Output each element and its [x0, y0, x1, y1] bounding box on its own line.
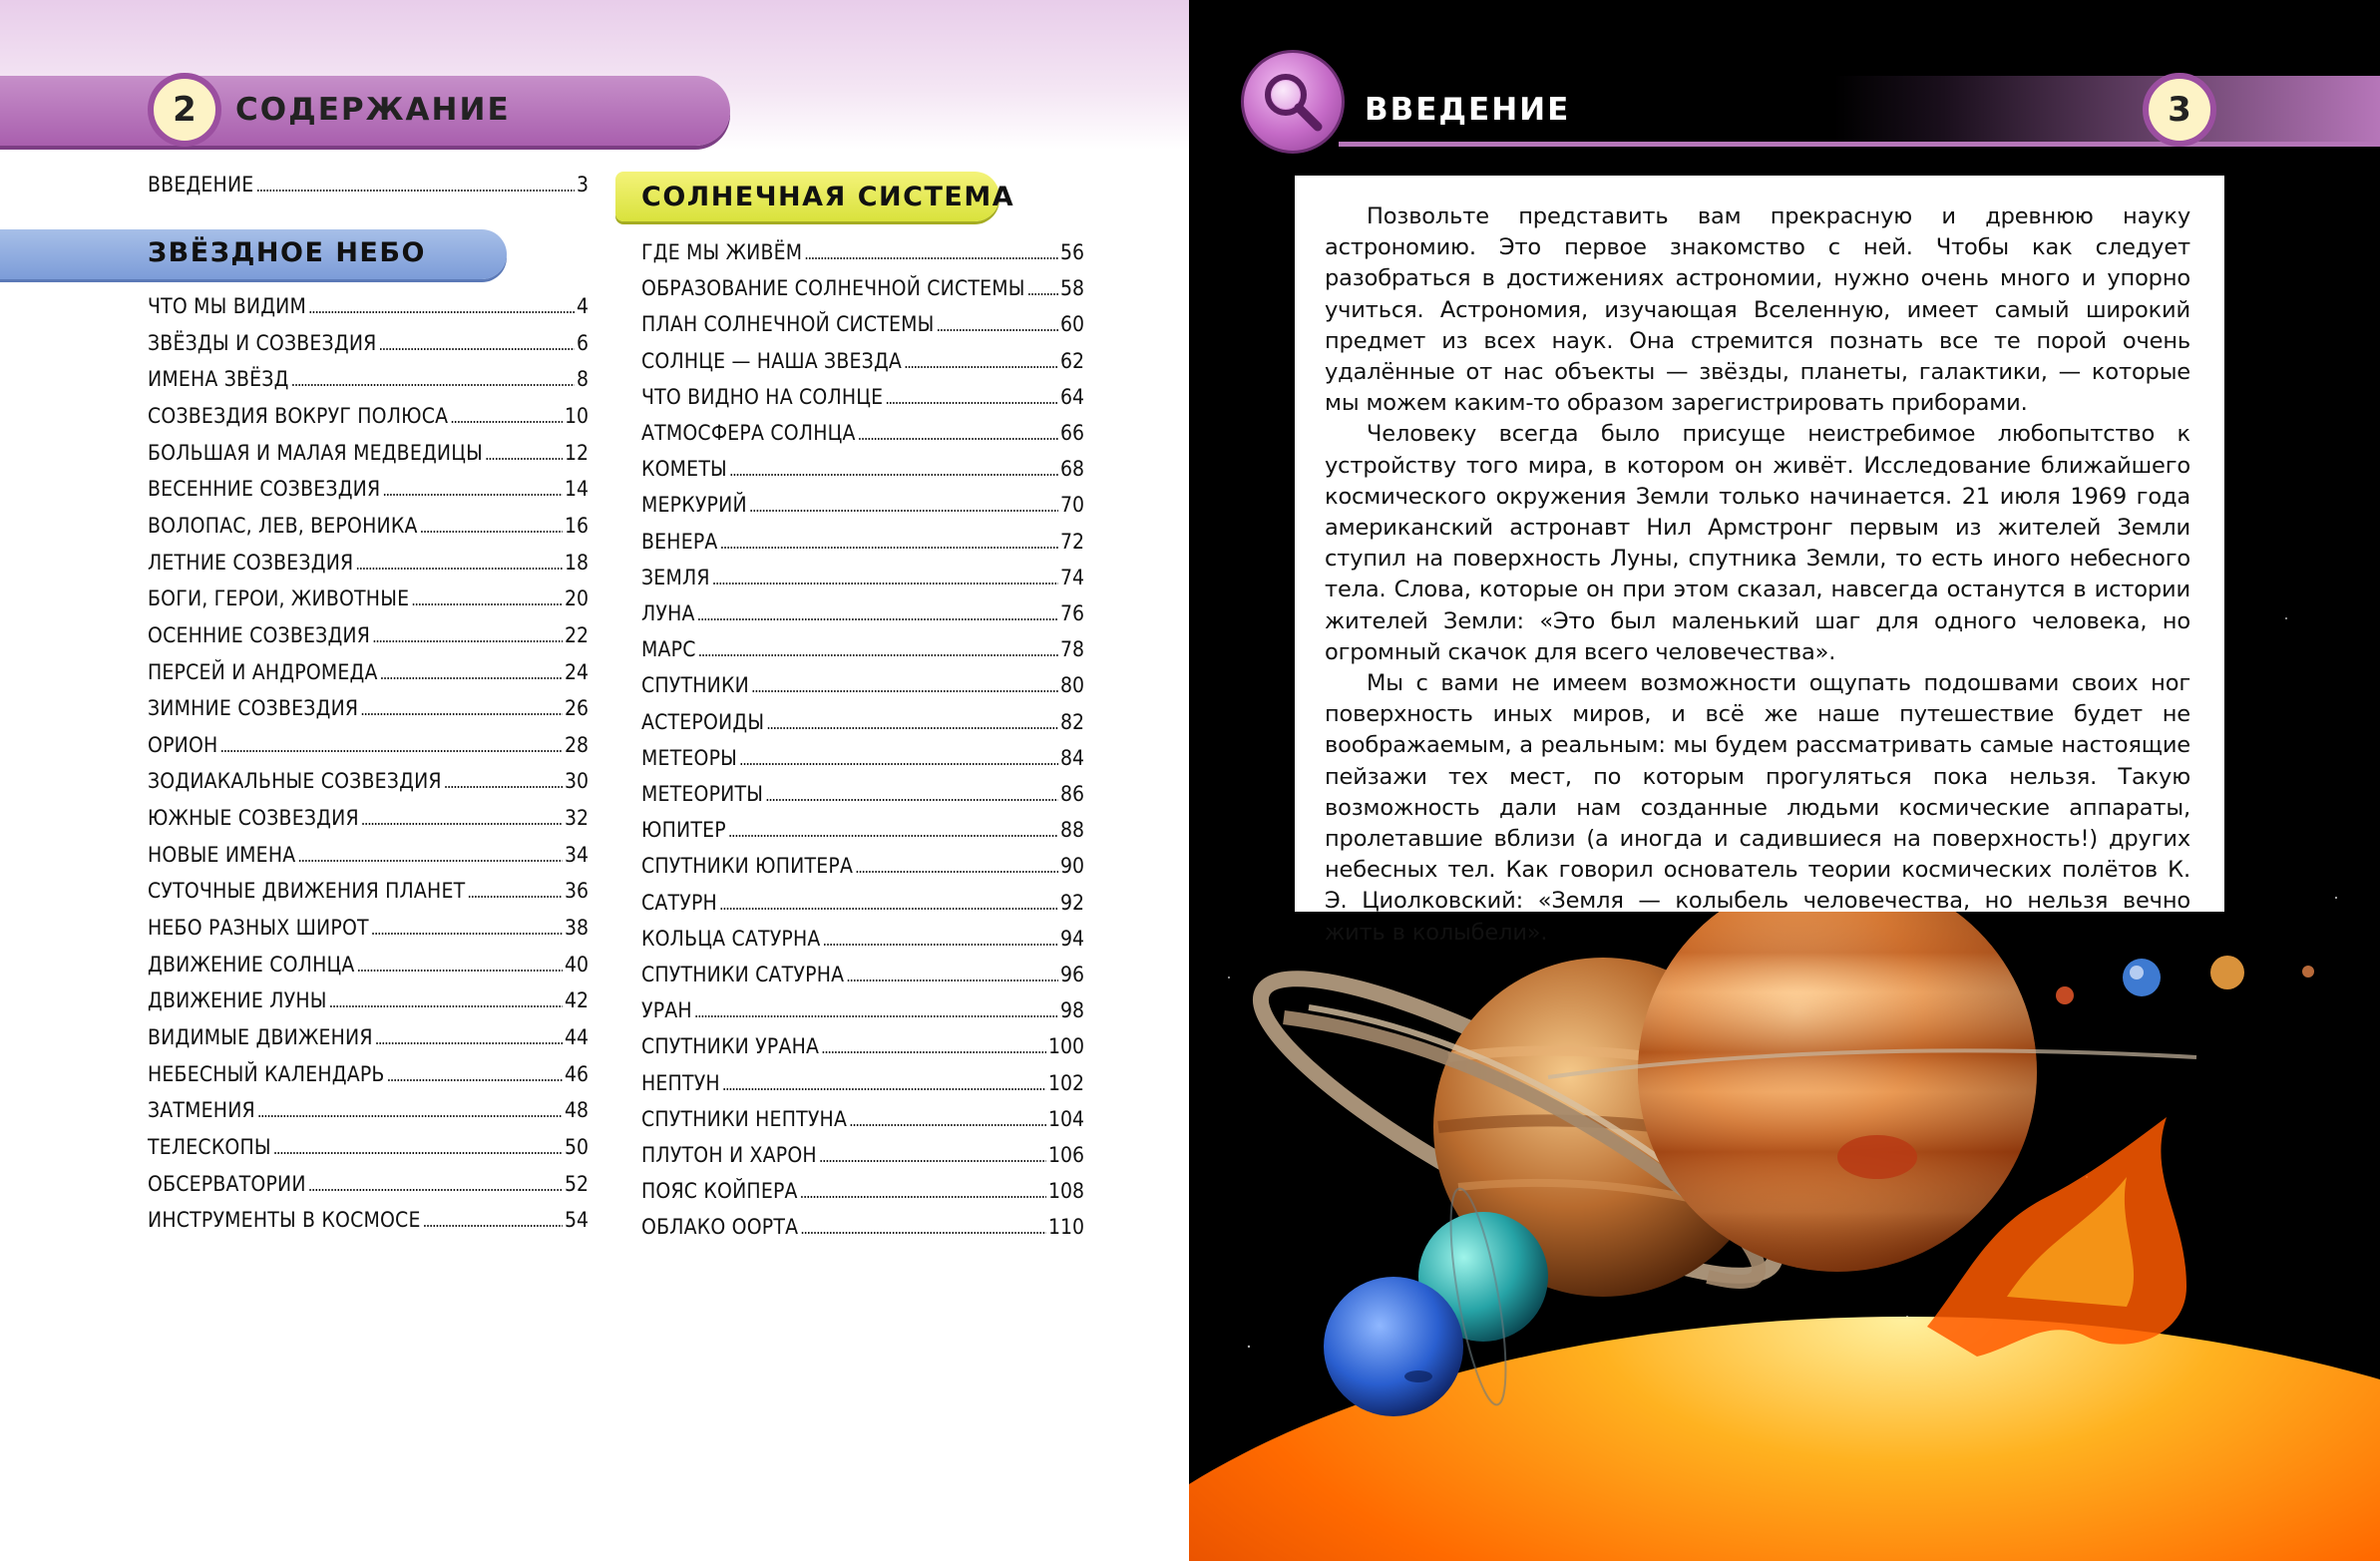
toc-leader-dots — [423, 1205, 563, 1237]
toc-item-label: ПЛУТОН И ХАРОН — [641, 1143, 817, 1167]
toc-item[interactable] — [641, 1031, 1084, 1061]
toc-leader-dots — [728, 815, 1058, 847]
toc-item-page: 6 — [576, 330, 589, 355]
toc-leader-dots — [819, 1140, 1046, 1172]
intro-paragraph-2: Человеку всегда было присуще неистребимое любопытство к устройству того мира, в котором он живёт. Исследование ближайшего космического окружения Земли только начинается. 21 июля 1969 года американский астронавт Нил Армстронг первым из жителей Земли ступил на поверхность Луны, спутника Земли, то есть иного небесного тела. Слова, которые он при этом сказал, навсегда останутся в истории жителей Земли: «Это был маленький шаг для одного человека, но огромный скачок для всего человечества». — [1325, 421, 2190, 665]
toc-item-page: 66 — [1059, 421, 1084, 445]
toc-leader-dots — [378, 328, 574, 360]
magnifier-icon — [1258, 67, 1328, 137]
toc-leader-dots — [308, 291, 575, 323]
toc-item[interactable] — [148, 291, 589, 321]
intro-paragraph-1: Позвольте представить вам прекрасную и древнюю науку астрономию. Это первое знакомство с ней. Чтобы как следует разобраться в достижениях астрономии, нужно очень много и упорно учиться. Астрономия, изучающая Вселенную, имеет самый широкий предмет из всех наук. Она стремится познать все те порой очень удалённые от нас объекты — звёзды, планеты, галактики, — которые мы можем каким-то образом зарегистрировать приборами. — [1325, 203, 2190, 417]
toc-item-page: 52 — [564, 1171, 589, 1196]
left-page — [0, 0, 1189, 1561]
toc-item-page: 58 — [1059, 276, 1084, 301]
toc-item[interactable] — [148, 840, 589, 870]
toc-item-page: 76 — [1059, 601, 1084, 625]
toc-item[interactable] — [641, 1140, 1084, 1170]
toc-item-label: НЕБЕСНЫЙ КАЛЕНДАРЬ — [148, 1061, 385, 1086]
toc-item-page: 104 — [1047, 1106, 1084, 1131]
toc-item[interactable] — [148, 401, 589, 431]
toc-item[interactable] — [641, 1176, 1084, 1206]
toc-item-label: ЗАТМЕНИЯ — [148, 1098, 255, 1123]
toc-item-page: 50 — [564, 1134, 589, 1159]
toc-leader-dots — [765, 779, 1058, 811]
toc-item-label: СОЛНЦЕ — НАША ЗВЕЗДА — [641, 348, 903, 373]
toc-item[interactable] — [641, 346, 1084, 376]
toc-item-label: ЗОДИАКАЛЬНЫЕ СОЗВЕЗДИЯ — [148, 769, 442, 794]
toc-item[interactable] — [641, 924, 1084, 954]
toc-item-page: 90 — [1059, 854, 1084, 879]
toc-item-label: МЕТЕОРЫ — [641, 745, 738, 770]
toc-item-label: ПЕРСЕЙ И АНДРОМЕДА — [148, 659, 378, 684]
toc-leader-dots — [729, 454, 1058, 486]
toc-item[interactable] — [641, 563, 1084, 592]
toc-leader-dots — [846, 960, 1058, 991]
toc-item[interactable] — [148, 620, 589, 650]
toc-item-label: МАРС — [641, 637, 696, 662]
toc-item-page: 82 — [1059, 709, 1084, 734]
toc-item-label: ВОЛОПАС, ЛЕВ, ВЕРОНИКА — [148, 513, 418, 538]
toc-leader-dots — [1027, 273, 1058, 305]
toc-item-page: 102 — [1047, 1070, 1084, 1095]
toc-leader-dots — [800, 1176, 1046, 1208]
toc-item[interactable] — [641, 598, 1084, 628]
venus — [2210, 956, 2244, 989]
toc-item-label: ЧТО ВИДНО НА СОЛНЦЕ — [641, 384, 884, 409]
toc-leader-dots — [444, 766, 563, 798]
toc-leader-dots — [719, 888, 1058, 920]
toc-item[interactable] — [148, 876, 589, 906]
great-red-spot — [1837, 1135, 1917, 1179]
toc-leader-dots — [273, 1132, 563, 1164]
toc-item-page: 42 — [564, 988, 589, 1013]
toc-item-label: ЛУНА — [641, 601, 695, 625]
toc-item-page: 86 — [1059, 782, 1084, 806]
toc-item-page: 56 — [1059, 240, 1084, 264]
toc-item[interactable] — [641, 382, 1084, 412]
toc-item-page: 22 — [564, 622, 589, 647]
toc-item-label: ОБСЕРВАТОРИИ — [148, 1171, 306, 1196]
toc-item-page: 64 — [1059, 384, 1084, 409]
toc-item[interactable] — [148, 1169, 589, 1199]
toc-item-label: БОЛЬШАЯ И МАЛАЯ МЕДВЕДИЦЫ — [148, 440, 484, 465]
toc-item-page: 80 — [1059, 673, 1084, 698]
toc-item-page: 110 — [1047, 1215, 1084, 1240]
toc-leader-dots — [308, 1169, 563, 1201]
toc-item[interactable] — [148, 730, 589, 760]
toc-leader-dots — [255, 170, 575, 201]
mars — [2056, 986, 2074, 1004]
toc-leader-dots — [800, 1212, 1046, 1244]
toc-leader-dots — [257, 1095, 563, 1127]
toc-item-page: 54 — [564, 1208, 589, 1233]
toc-item-page: 26 — [564, 696, 589, 721]
toc-item-label: ЗЕМЛЯ — [641, 565, 710, 589]
toc-item-label: ВВЕДЕНИЕ — [148, 173, 254, 196]
toc-item[interactable] — [148, 474, 589, 504]
toc-item-label: ЛЕТНИЕ СОЗВЕЗДИЯ — [148, 550, 354, 575]
toc-item[interactable] — [148, 364, 589, 394]
toc-item-page: 3 — [576, 173, 589, 196]
toc-leader-dots — [420, 511, 563, 543]
toc-item-label: ПОЯС КОЙПЕРА — [641, 1179, 798, 1204]
toc-item[interactable] — [148, 693, 589, 723]
toc-leader-dots — [361, 803, 563, 835]
toc-leader-dots — [849, 1104, 1046, 1136]
toc-item-page: 62 — [1059, 348, 1084, 373]
toc-item[interactable] — [641, 779, 1084, 809]
toc-item[interactable] — [148, 1095, 589, 1125]
toc-item[interactable] — [641, 960, 1084, 989]
toc-item-page: 34 — [564, 842, 589, 867]
toc-item-page: 68 — [1059, 457, 1084, 482]
toc-item-label: СПУТНИКИ УРАНА — [641, 1034, 820, 1059]
toc-item-label: ЮЖНЫЕ СОЗВЕЗДИЯ — [148, 806, 359, 831]
toc-item[interactable] — [641, 707, 1084, 737]
toc-leader-dots — [382, 474, 563, 506]
toc-item-label: НЕБО РАЗНЫХ ШИРОТ — [148, 916, 369, 941]
toc-item-label: СПУТНИКИ — [641, 673, 749, 698]
section-title-solar: СОЛНЕЧНАЯ СИСТЕМА — [641, 182, 1015, 212]
toc-leader-dots — [380, 657, 563, 689]
toc-item[interactable] — [148, 985, 589, 1015]
toc-item-label: НЕПТУН — [641, 1070, 720, 1095]
toc-item[interactable] — [148, 803, 589, 833]
toc-leader-dots — [855, 851, 1058, 883]
toc-item[interactable] — [641, 273, 1084, 303]
toc-leader-dots — [739, 743, 1058, 775]
toc-leader-dots — [823, 924, 1058, 956]
toc-item[interactable] — [641, 743, 1084, 773]
toc-leader-dots — [698, 634, 1058, 666]
toc-item-label: СОЗВЕЗДИЯ ВОКРУГ ПОЛЮСА — [148, 403, 449, 428]
toc-leader-dots — [450, 401, 563, 433]
toc-item-page: 28 — [564, 732, 589, 757]
toc-item-label: ГДЕ МЫ ЖИВЁМ — [641, 240, 803, 264]
toc-leader-dots — [371, 913, 563, 945]
toc-item[interactable] — [641, 1212, 1084, 1242]
toc-item-page: 10 — [564, 403, 589, 428]
toc-item[interactable] — [641, 418, 1084, 448]
toc-item-page: 72 — [1059, 529, 1084, 554]
toc-item[interactable] — [148, 328, 589, 358]
intro-text-box — [1295, 176, 2224, 946]
toc-leader-dots — [372, 620, 563, 652]
toc-item-page: 16 — [564, 513, 589, 538]
toc-item-page: 96 — [1059, 963, 1084, 986]
toc-leader-dots — [329, 985, 563, 1017]
toc-item-label: ВЕСЕННИЕ СОЗВЕЗДИЯ — [148, 477, 381, 502]
intro-paragraph-3: Мы с вами не имеем возможности ощупать подошвами своих ног поверхность иных миров, и всё же наше путешествие будет не воображаемым, а реальным: мы будем рассматривать самые настоящие пейзажи тех мест, по которым прогуляться пока нельзя. Такую возможность дали нам созданные людьми космические аппараты, пролетавшие вблизи (а иногда и садившиеся на поверхность!) других небесных тел. Как говорил основатель теории космических полётов К. Э. Циолковский: «Земля — колыбель человечества, но нельзя вечно жить в колыбели». — [1325, 670, 2190, 946]
toc-item[interactable] — [641, 454, 1084, 484]
toc-item-label: БОГИ, ГЕРОИ, ЖИВОТНЫЕ — [148, 586, 410, 611]
toc-leader-dots — [697, 598, 1058, 630]
toc-leader-dots — [357, 950, 563, 981]
toc-item-page: 100 — [1047, 1034, 1084, 1059]
toc-item[interactable] — [148, 950, 589, 979]
toc-leader-dots — [694, 995, 1058, 1027]
toc-item[interactable] — [148, 1059, 589, 1089]
toc-leader-dots — [297, 840, 563, 872]
neptune — [1324, 1277, 1463, 1416]
intro-header-underline — [1339, 142, 2380, 147]
toc-leader-dots — [375, 1022, 563, 1054]
toc-item-page: 24 — [564, 659, 589, 684]
toc-leader-dots — [467, 876, 563, 908]
toc-item-label: МЕТЕОРИТЫ — [641, 782, 764, 806]
toc-item-label: ЮПИТЕР — [641, 818, 726, 843]
toc-item-label: КОМЕТЫ — [641, 457, 727, 482]
toc-leader-dots — [858, 418, 1058, 450]
toc-leader-dots — [720, 527, 1058, 559]
toc-leader-dots — [885, 382, 1058, 414]
toc-leader-dots — [360, 693, 563, 725]
contents-title: СОДЕРЖАНИЕ — [235, 92, 511, 128]
toc-item-page: 78 — [1059, 637, 1084, 662]
toc-item-page: 70 — [1059, 493, 1084, 518]
toc-item-label: ОБЛАКО ООРТА — [641, 1215, 799, 1240]
toc-item-label: СПУТНИКИ САТУРНА — [641, 963, 845, 986]
toc-item[interactable] — [148, 1022, 589, 1052]
toc-leader-dots — [751, 670, 1058, 702]
toc-item-label: САТУРН — [641, 890, 717, 915]
toc-item[interactable] — [641, 1104, 1084, 1134]
toc-item[interactable] — [148, 438, 589, 468]
toc-item[interactable] — [641, 490, 1084, 520]
toc-item-page: 106 — [1047, 1143, 1084, 1167]
toc-item-label: ДВИЖЕНИЕ ЛУНЫ — [148, 988, 327, 1013]
toc-leader-dots — [485, 438, 563, 470]
toc-item-label: СПУТНИКИ НЕПТУНА — [641, 1106, 848, 1131]
page-number-badge-right: 3 — [2143, 73, 2216, 147]
toc-item[interactable] — [148, 913, 589, 943]
intro-title: ВВЕДЕНИЕ — [1365, 92, 1571, 128]
toc-item-label: ОСЕННИЕ СОЗВЕЗДИЯ — [148, 622, 371, 647]
toc-item-label: ЗВЁЗДЫ И СОЗВЕЗДИЯ — [148, 330, 377, 355]
toc-item-page: 30 — [564, 769, 589, 794]
toc-item-page: 60 — [1059, 312, 1084, 337]
toc-item-label: ИНСТРУМЕНТЫ В КОСМОСЕ — [148, 1208, 421, 1233]
toc-leader-dots — [904, 346, 1058, 378]
toc-leader-dots — [219, 730, 562, 762]
toc-item-label: ВИДИМЫЕ ДВИЖЕНИЯ — [148, 1025, 373, 1049]
toc-item[interactable] — [641, 527, 1084, 557]
toc-leader-dots — [766, 707, 1058, 739]
toc-item-label: СУТОЧНЫЕ ДВИЖЕНИЯ ПЛАНЕТ — [148, 879, 466, 904]
toc-leader-dots — [722, 1068, 1046, 1100]
toc-item[interactable] — [148, 548, 589, 578]
toc-item-label: УРАН — [641, 998, 692, 1023]
toc-item-page: 18 — [564, 550, 589, 575]
toc-item[interactable] — [148, 766, 589, 796]
toc-item-label: МЕРКУРИЙ — [641, 493, 747, 518]
toc-leader-dots — [387, 1059, 563, 1091]
intro-header-badge — [1241, 50, 1345, 154]
toc-item-page: 44 — [564, 1025, 589, 1049]
toc-leader-dots — [291, 364, 575, 396]
toc-item-label: ПЛАН СОЛНЕЧНОЙ СИСТЕМЫ — [641, 312, 935, 337]
toc-item-page: 108 — [1047, 1179, 1084, 1204]
toc-item[interactable] — [148, 511, 589, 541]
toc-item-label: ТЕЛЕСКОПЫ — [148, 1134, 271, 1159]
toc-item-label: ОРИОН — [148, 732, 218, 757]
toc-item-label: АСТЕРОИДЫ — [641, 709, 765, 734]
toc-item-page: 84 — [1059, 745, 1084, 770]
toc-leader-dots — [411, 584, 563, 615]
toc-item-page: 40 — [564, 952, 589, 976]
toc-item-page: 32 — [564, 806, 589, 831]
toc-item-page: 74 — [1059, 565, 1084, 589]
toc-leader-dots — [712, 563, 1058, 594]
toc-leader-dots — [937, 309, 1058, 341]
toc-item-label: СПУТНИКИ ЮПИТЕРА — [641, 854, 854, 879]
toc-item-page: 4 — [576, 294, 589, 318]
toc-leader-dots — [821, 1031, 1046, 1063]
toc-item-page: 92 — [1059, 890, 1084, 915]
toc-item-label: ЧТО МЫ ВИДИМ — [148, 294, 307, 318]
toc-item[interactable] — [641, 237, 1084, 267]
toc-item-label: КОЛЬЦА САТУРНА — [641, 926, 821, 951]
page-number-badge-left: 2 — [148, 73, 221, 147]
toc-item[interactable] — [148, 584, 589, 613]
toc-item-page: 38 — [564, 916, 589, 941]
toc-item-page: 8 — [576, 367, 589, 392]
toc-item[interactable] — [148, 657, 589, 687]
toc-item-label: ИМЕНА ЗВЁЗД — [148, 367, 289, 392]
toc-item[interactable] — [641, 634, 1084, 664]
toc-item-page: 46 — [564, 1061, 589, 1086]
toc-item-page: 48 — [564, 1098, 589, 1123]
toc-item-page: 14 — [564, 477, 589, 502]
toc-item[interactable] — [641, 851, 1084, 881]
toc-item-page: 20 — [564, 586, 589, 611]
toc-item-label: ВЕНЕРА — [641, 529, 718, 554]
toc-item[interactable] — [641, 995, 1084, 1025]
toc-leader-dots — [355, 548, 563, 580]
toc-item[interactable] — [641, 1068, 1084, 1098]
toc-item-label: ЗИМНИЕ СОЗВЕЗДИЯ — [148, 696, 359, 721]
toc-item-label: НОВЫЕ ИМЕНА — [148, 842, 296, 867]
toc-item-page: 98 — [1059, 998, 1084, 1023]
toc-item-label: ДВИЖЕНИЕ СОЛНЦА — [148, 952, 355, 976]
mercury — [2302, 966, 2314, 977]
toc-item-page: 94 — [1059, 926, 1084, 951]
toc-item[interactable] — [641, 888, 1084, 918]
toc-item-label: АТМОСФЕРА СОЛНЦА — [641, 421, 856, 445]
toc-item-intro[interactable] — [148, 170, 589, 199]
toc-item[interactable] — [148, 1205, 589, 1235]
toc-item-label: ОБРАЗОВАНИЕ СОЛНЕЧНОЙ СИСТЕМЫ — [641, 276, 1025, 301]
toc-item-page: 36 — [564, 879, 589, 904]
toc-item-page: 12 — [564, 440, 589, 465]
toc-item[interactable] — [148, 1132, 589, 1162]
toc-item[interactable] — [641, 815, 1084, 845]
toc-item[interactable] — [641, 309, 1084, 339]
toc-item-page: 88 — [1059, 818, 1084, 843]
toc-item[interactable] — [641, 670, 1084, 700]
earth — [2123, 959, 2161, 996]
section-title-stars: ЗВЁЗДНОЕ НЕБО — [148, 237, 426, 268]
toc-leader-dots — [804, 237, 1058, 269]
right-page — [1189, 0, 2380, 1561]
toc-leader-dots — [749, 490, 1058, 522]
